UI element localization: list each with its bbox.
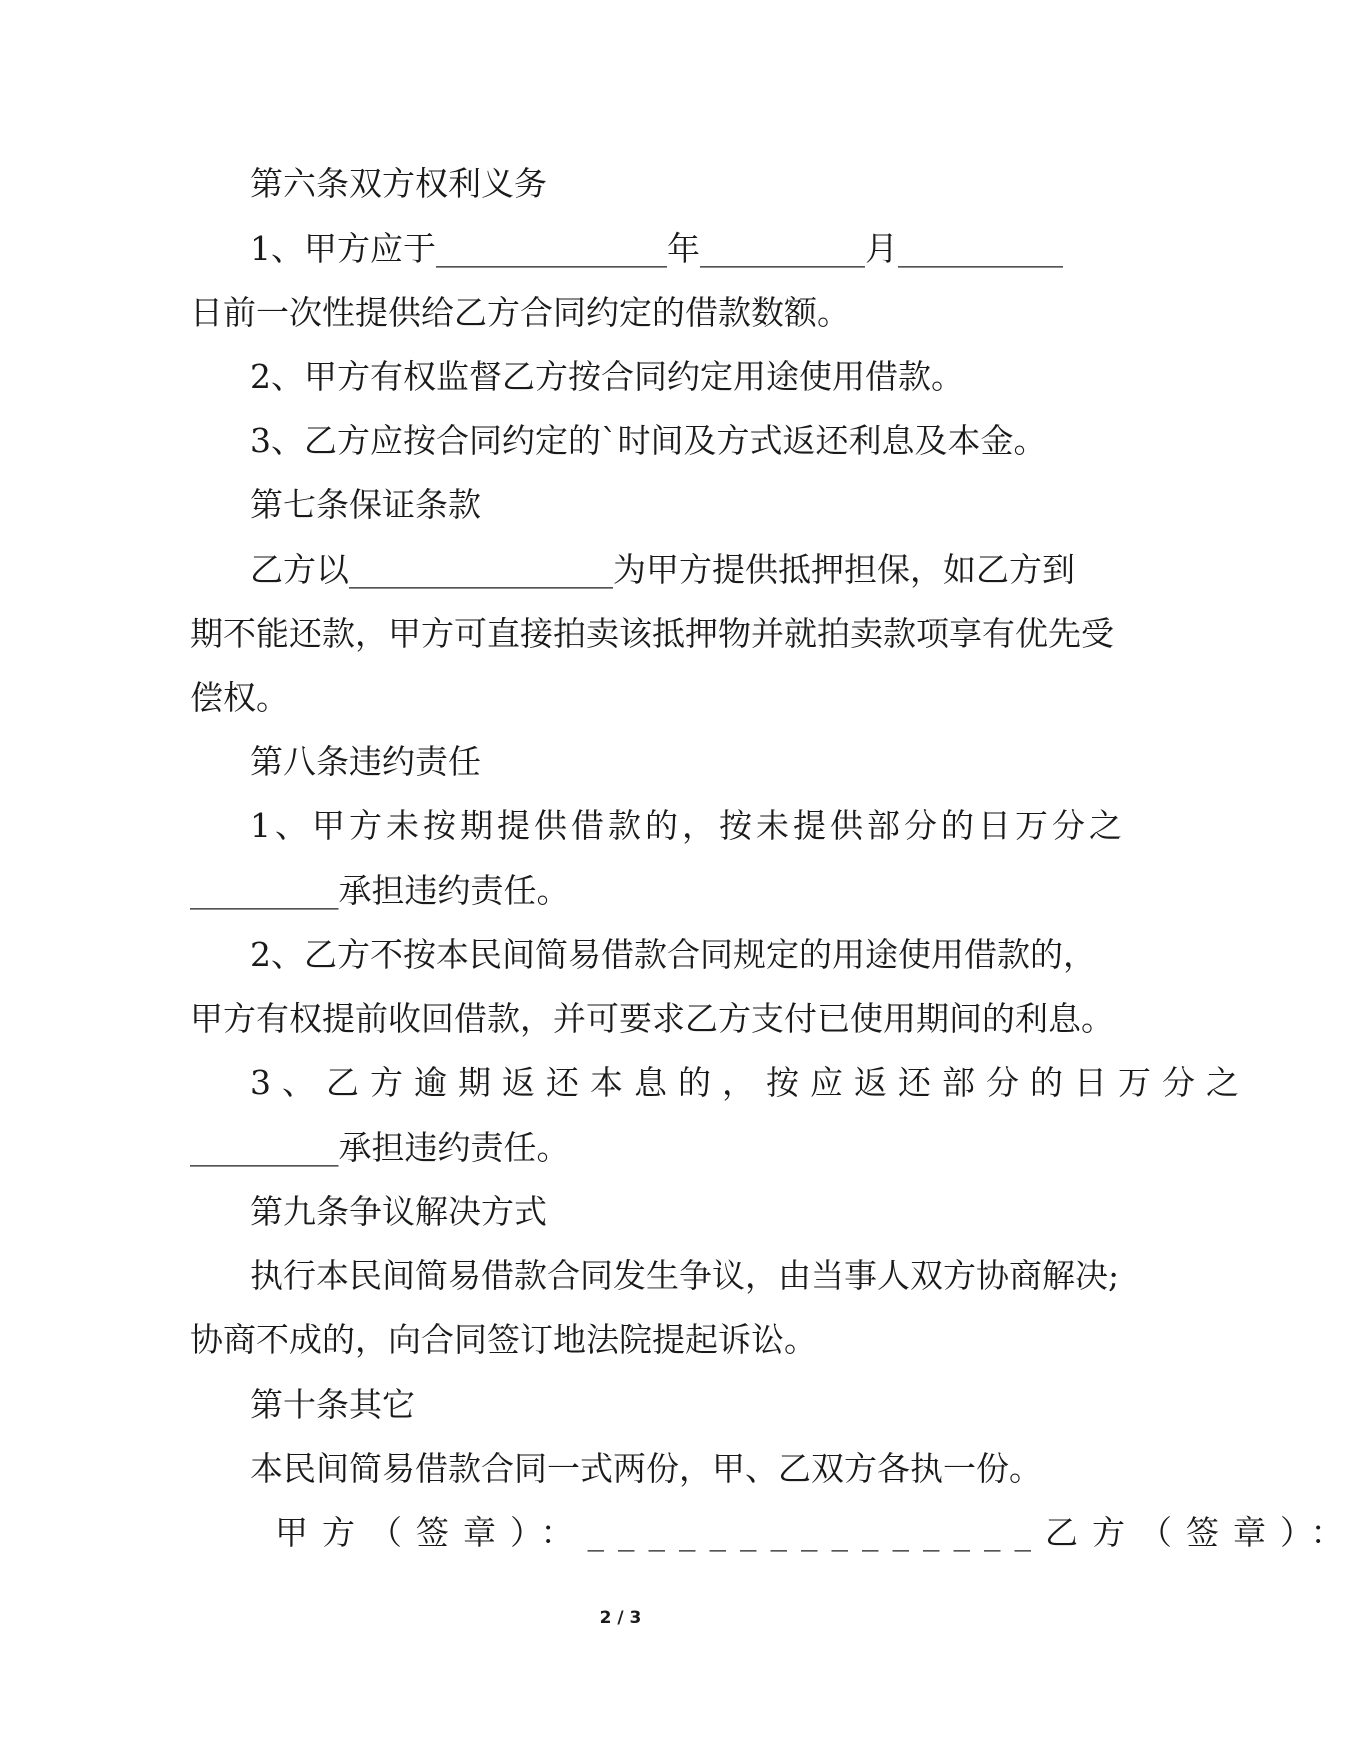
article-8-clause-3-cont: _________承担违约责任。 [190,1128,570,1167]
article-10-heading: 第十条其它 [250,1385,415,1424]
page-number: 2 / 3 [599,1608,642,1628]
signature-line: 甲方（签章）：_______________乙方（签章）： [275,1513,1358,1552]
article-9-body-cont: 协商不成的，向合同签订地法院提起诉讼。 [190,1320,817,1359]
article-8-clause-3: 3、乙方逾期返还本息的，按应返还部分的日万分之 [250,1063,1250,1102]
article-6-clause-3: 3、乙方应按合同约定的`时间及方式返还利息及本金。 [250,421,1047,460]
article-7-heading: 第七条保证条款 [250,485,481,524]
article-8-clause-2: 2、乙方不按本民间简易借款合同规定的用途使用借款的， [250,935,1096,974]
article-6-clause-2: 2、甲方有权监督乙方按合同约定用途使用借款。 [250,357,964,396]
article-10-body: 本民间简易借款合同一式两份，甲、乙双方各执一份。 [250,1449,1042,1488]
article-8-heading: 第八条违约责任 [250,742,481,781]
article-7-body-cont: 期不能还款，甲方可直接拍卖该抵押物并就拍卖款项享有优先受 [190,614,1114,653]
article-6-heading: 第六条双方权利义务 [250,164,547,203]
article-8-clause-2-cont: 甲方有权提前收回借款，并可要求乙方支付已使用期间的利息。 [190,999,1114,1038]
article-9-heading: 第九条争议解决方式 [250,1192,547,1231]
article-8-clause-1: 1、甲方未按期提供借款的，按未提供部分的日万分之 [250,806,1126,845]
article-6-clause-1-cont: 日前一次性提供给乙方合同约定的借款数额。 [190,293,850,332]
article-9-body: 执行本民间简易借款合同发生争议，由当事人双方协商解决; [250,1256,1120,1295]
article-7-body: 乙方以________________为甲方提供抵押担保，如乙方到 [250,550,1075,589]
article-7-body-end: 偿权。 [190,678,289,717]
article-8-clause-1-cont: _________承担违约责任。 [190,871,570,910]
article-6-clause-1: 1、甲方应于______________年__________月__________ [250,229,1063,268]
